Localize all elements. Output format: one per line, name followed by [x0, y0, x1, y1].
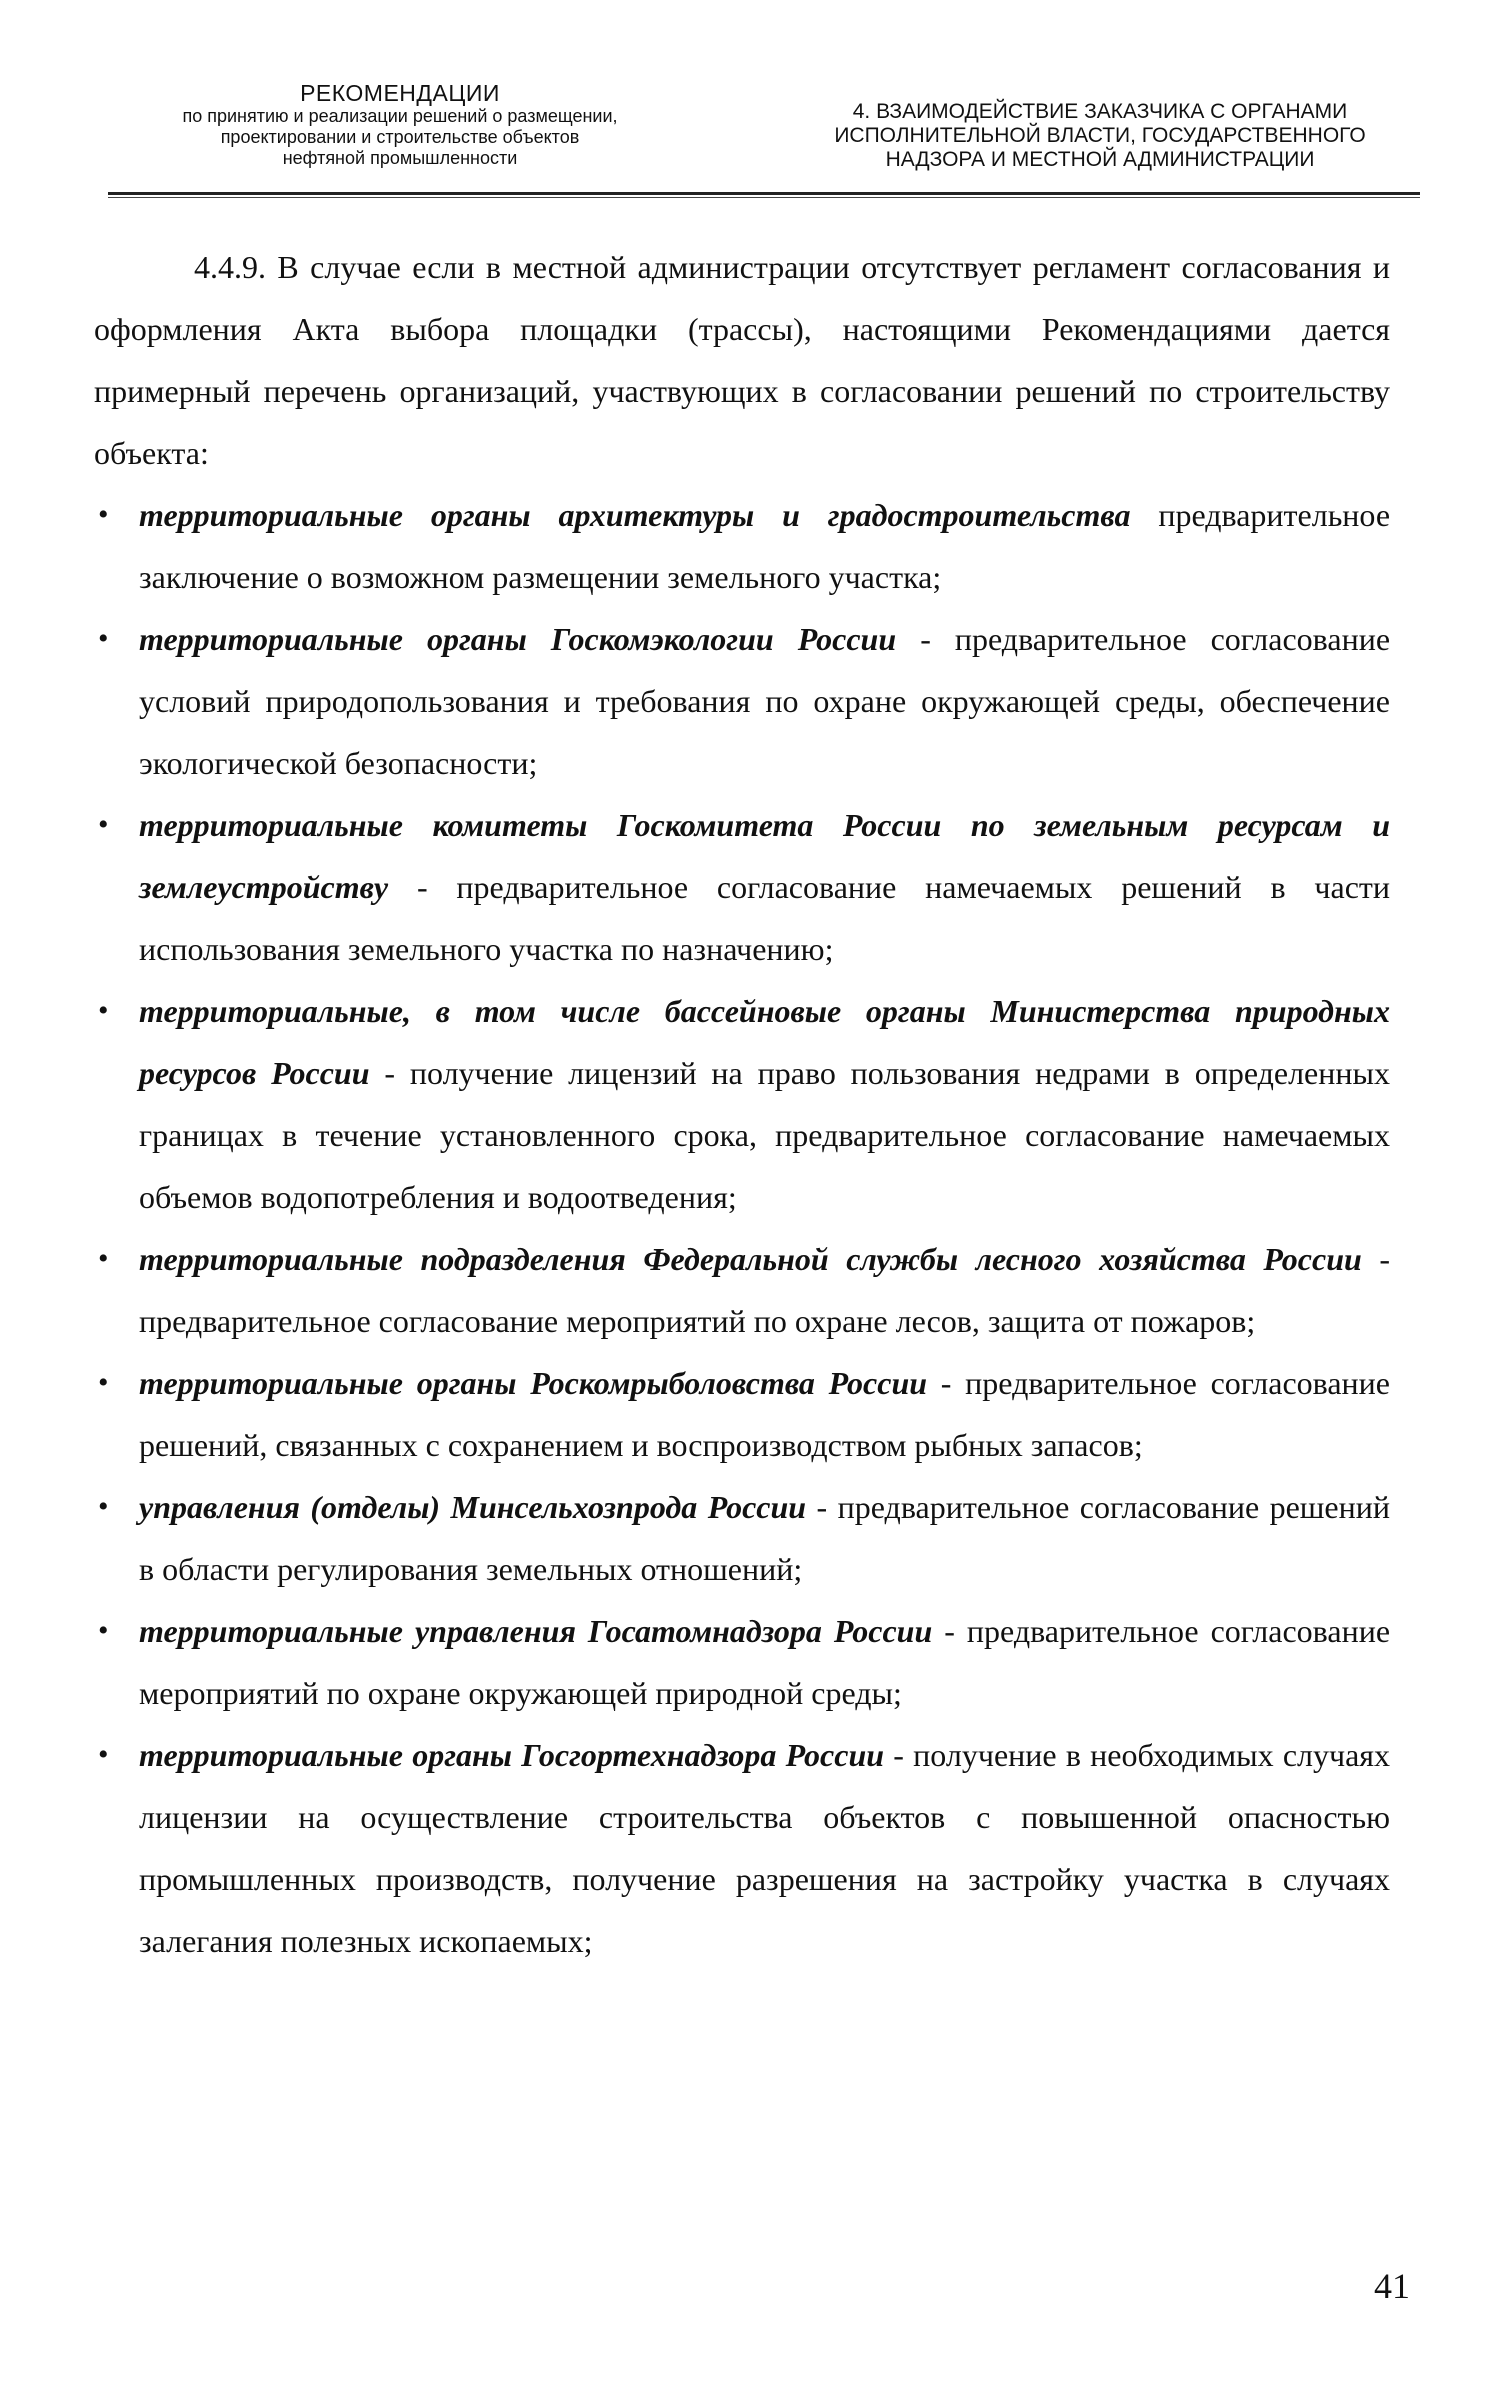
organization-name: территориальные органы архитектуры и градостроительства: [139, 497, 1131, 533]
organization-role: - предварительное согласование решений в области регулирования земельных отношений;: [139, 1489, 1391, 1587]
list-item: [94, 1724, 1390, 1972]
organization-name: территориальные комитеты Госкомитета России по земельным ресурсам и землеустройству: [139, 807, 1390, 905]
organization-name: территориальные управления Госатомнадзора России: [139, 1613, 933, 1649]
organization-role: - предварительное согласование решений, связанных с сохранением и воспроизводством рыбных запасов;: [139, 1365, 1390, 1463]
page-body: [94, 236, 1390, 1972]
bullet-icon: •: [98, 498, 109, 531]
header-subtitle-line: нефтяной промышленности: [282, 148, 518, 168]
header-document-title: [100, 80, 700, 169]
organization-role: - предварительное согласование мероприятий по охране лесов, защита от пожаров;: [139, 1241, 1391, 1339]
organization-role: - предварительное согласование условий природопользования и требования по охране окружающей среды, обеспечение экологической безопасности;: [139, 621, 1391, 781]
bullet-icon: •: [98, 622, 109, 655]
bullet-icon: •: [98, 1614, 109, 1647]
bullet-icon: •: [98, 1366, 109, 1399]
header-section-title: [780, 100, 1420, 172]
bullet-icon: •: [98, 1738, 109, 1771]
organization-role: - получение в необходимых случаях лицензии на осуществление строительства объектов с повышенной опасностью промышленных производств, получение разрешения на застройку участка в случаях залегания полезных ископаемых;: [139, 1737, 1390, 1959]
organization-name: управления (отделы) Минсельхозпрода России: [139, 1489, 807, 1525]
list-item: [94, 1352, 1390, 1476]
intro-paragraph: 4.4.9. В случае если в местной администрации отсутствует регламент согласования и оформления Акта выбора площадки (трассы), настоящими Рекомендациями дается примерный перечень организаций, участвующих в согласовании решений по строительству объекта:: [94, 249, 1390, 471]
header-section-line: НАДЗОРА И МЕСТНОЙ АДМИНИСТРАЦИИ: [885, 148, 1315, 171]
header-title: РЕКОМЕНДАЦИИ: [300, 80, 500, 106]
organizations-list: [94, 484, 1390, 1972]
organization-role: предварительное заключение о возможном размещении земельного участка;: [139, 497, 1391, 595]
organization-name: территориальные подразделения Федеральной службы лесного хозяйства России: [139, 1241, 1362, 1277]
header-subtitle-line: по принятию и реализации решений о размещении,: [182, 106, 618, 126]
header-section-line: 4. ВЗАИМОДЕЙСТВИЕ ЗАКАЗЧИКА С ОРГАНАМИ: [852, 100, 1348, 123]
organization-name: территориальные органы Госкомэкологии России: [139, 621, 897, 657]
list-item: [94, 484, 1390, 608]
list-item: [94, 1600, 1390, 1724]
organization-name: территориальные, в том числе бассейновые органы Министерства природных ресурсов России: [139, 993, 1390, 1091]
page-number: 41: [1374, 2266, 1410, 2306]
organization-name: территориальные органы Роскомрыболовства России: [139, 1365, 928, 1401]
header-subtitle-line: проектировании и строительстве объектов: [220, 127, 580, 147]
header-divider-thin: [108, 197, 1420, 198]
list-item: [94, 1476, 1390, 1600]
header-section-line: ИСПОЛНИТЕЛЬНОЙ ВЛАСТИ, ГОСУДАРСТВЕННОГО: [834, 124, 1366, 147]
bullet-icon: •: [98, 808, 109, 841]
organization-role: - предварительное согласование намечаемых решений в части использования земельного участка по назначению;: [139, 869, 1391, 967]
bullet-icon: •: [98, 1490, 109, 1523]
organization-role: - получение лицензий на право пользования недрами в определенных границах в течение установленного срока, предварительное согласование намечаемых объемов водопотребления и водоотведения;: [139, 1055, 1391, 1215]
header-divider: [108, 192, 1420, 195]
list-item: [94, 794, 1390, 980]
list-item: [94, 1228, 1390, 1352]
list-item: [94, 608, 1390, 794]
running-header: [100, 80, 1420, 200]
organization-role: - предварительное согласование мероприятий по охране окружающей природной среды;: [139, 1613, 1391, 1711]
bullet-icon: •: [98, 994, 109, 1027]
bullet-icon: •: [98, 1242, 109, 1275]
organization-name: территориальные органы Госгортехнадзора России: [139, 1737, 885, 1773]
list-item: [94, 980, 1390, 1228]
